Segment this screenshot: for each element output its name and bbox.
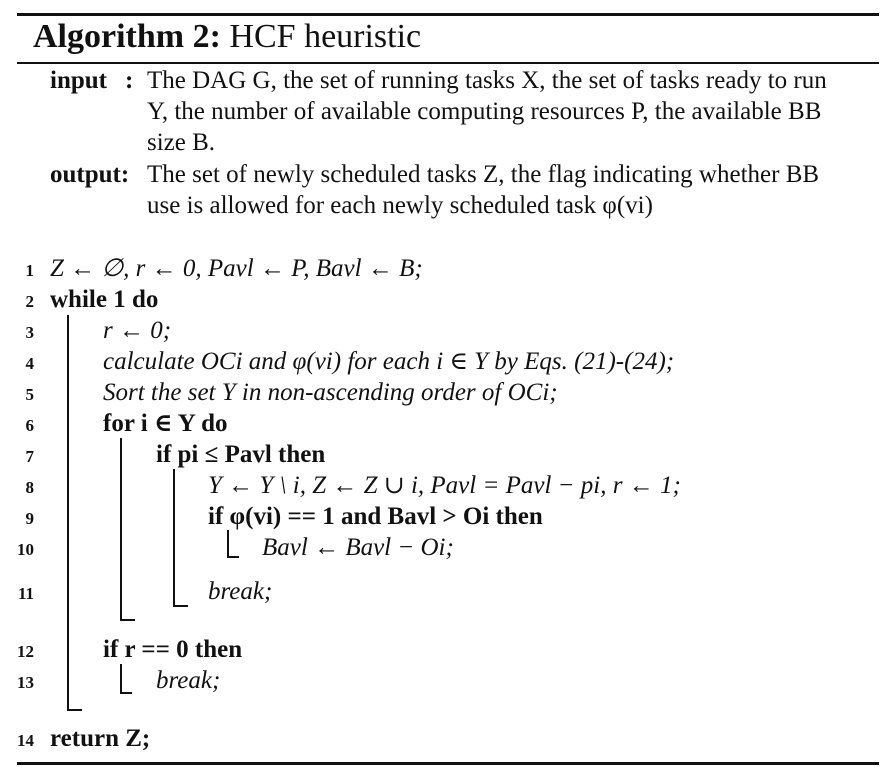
while-scope-foot	[67, 709, 82, 711]
algo-line-3	[0, 315, 892, 346]
algo-line-11	[0, 576, 892, 607]
algo-line-5	[0, 377, 892, 408]
line-text: for i ∈ Y do	[103, 410, 228, 437]
algorithm-caption	[33, 17, 421, 57]
algo-line-8	[0, 470, 892, 501]
line-text: return Z;	[50, 725, 151, 752]
line-text: r ← 0;	[103, 317, 172, 344]
output-label: output:	[50, 161, 130, 188]
algo-line-2	[0, 284, 892, 315]
algo-line-6	[0, 408, 892, 439]
line-text: calculate OCi and φ(vi) for each i ∈ Y by Eqs. (21)-(24);	[103, 348, 675, 375]
algo-line-14	[0, 723, 892, 754]
output-text: The set of newly scheduled tasks Z, the flag indicating whether BB use is allowed for each newly scheduled task φ(vi)	[147, 161, 820, 219]
line-number: 7	[25, 447, 34, 466]
algo-line-7	[0, 439, 892, 470]
bottom-rule	[17, 762, 879, 765]
line-text: break;	[208, 578, 273, 605]
algo-line-13	[0, 665, 892, 696]
title-rule	[17, 62, 879, 64]
line-number: 14	[17, 731, 34, 750]
line-number: 3	[25, 323, 34, 342]
line-number: 6	[25, 416, 34, 435]
line-number: 13	[17, 673, 34, 692]
line-number: 9	[25, 509, 34, 528]
line-text: while 1 do	[50, 286, 159, 313]
line-text: Z ← ∅, r ← 0, Pavl ← P, Bavl ← B;	[50, 255, 423, 282]
for-scope-foot	[120, 619, 135, 621]
line-number: 12	[17, 642, 34, 661]
algo-line-1	[0, 253, 892, 284]
line-number: 8	[25, 478, 34, 497]
algorithm-name: HCF heuristic	[229, 18, 422, 55]
line-number: 10	[17, 540, 34, 559]
algo-line-10	[0, 532, 892, 563]
algo-line-9	[0, 501, 892, 532]
top-rule	[17, 13, 879, 16]
line-number: 1	[25, 261, 34, 280]
line-text: Y ← Y \ i, Z ← Z ∪ i, Pavl = Pavl − pi, r ← 1;	[208, 472, 681, 499]
input-text: The DAG G, the set of running tasks X, the set of tasks ready to run Y, the number of available computing resources P, the available BB size B.	[147, 67, 827, 156]
algo-line-12	[0, 634, 892, 665]
line-text: Bavl ← Bavl − Oi;	[262, 534, 454, 561]
input-label: input :	[50, 67, 134, 94]
line-text: if r == 0 then	[103, 636, 243, 663]
line-text: Sort the set Y in non-ascending order of OCi;	[103, 379, 558, 406]
line-number: 5	[25, 385, 34, 404]
line-number: 2	[25, 292, 34, 311]
algorithm-label: Algorithm 2:	[33, 18, 221, 55]
line-text: break;	[156, 667, 221, 694]
line-number: 11	[17, 584, 34, 603]
line-text: if φ(vi) == 1 and Bavl > Oi then	[208, 503, 543, 530]
line-text: if pi ≤ Pavl then	[156, 441, 326, 468]
line-number: 4	[25, 354, 34, 373]
algo-line-4	[0, 346, 892, 377]
